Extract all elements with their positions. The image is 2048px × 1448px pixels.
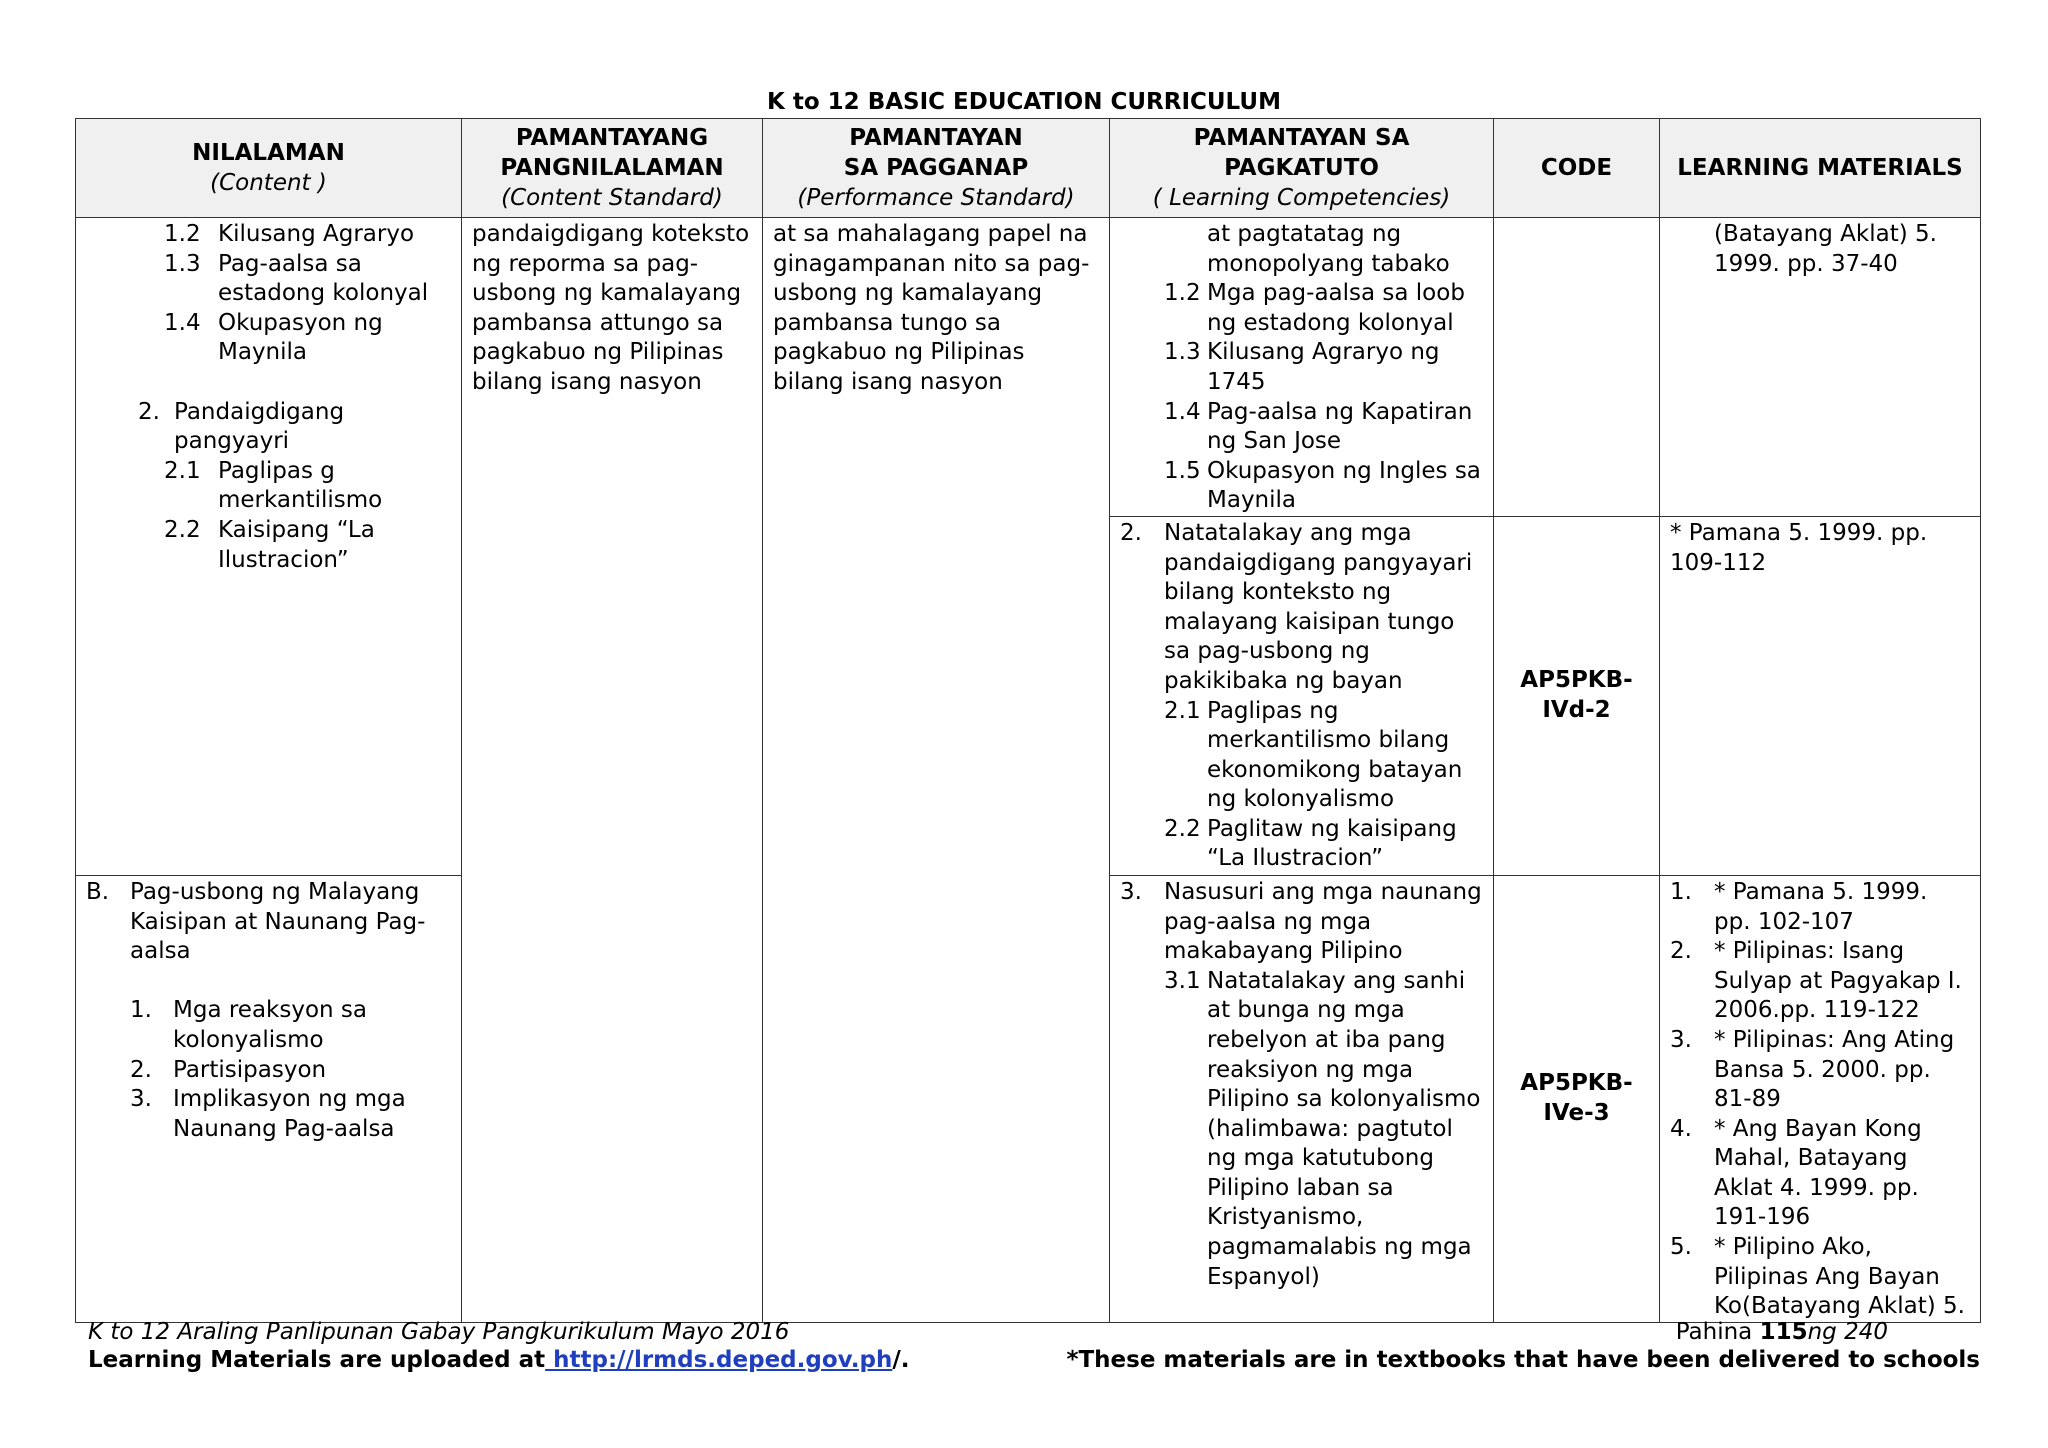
- table-row: [76, 218, 1981, 517]
- competency-cell-3: [1110, 875, 1494, 1322]
- lrmds-link[interactable]: http://lrmds.deped.gov.ph: [545, 1347, 893, 1373]
- list-item: 3.1 Natatalakay ang sanhi at bunga ng mga rebelyon at iba pang reaksiyon ng mga Pilipino sa kolonyalismo (halimbawa: pagtutol ng mga katutubong Pilipino laban sa Kristyanismo, pagmamalabis ng mga Espanyol): [1164, 967, 1481, 1290]
- code-cell-empty: [1494, 218, 1660, 517]
- content-standard-cell: pandaigdigang koteksto ng reporma sa pag-usbong ng kamalayang pambansa attungo sa pagkabuo ng Pilipinas bilang isang nasyon: [462, 218, 763, 1323]
- list-item: 4. * Ang Bayan Kong Mahal, Batayang Aklat 4. 1999. pp. 191-196: [1670, 1115, 1922, 1231]
- header-content-standard: PAMANTAYANG PANGNILALAMAN (Content Standard): [462, 119, 763, 218]
- list-item: 3. * Pilipinas: Ang Ating Bansa 5. 2000. pp. 81-89: [1670, 1026, 1955, 1113]
- list-item: 1. * Pamana 5. 1999. pp. 102-107: [1670, 878, 1928, 935]
- list-item: 1.2 Mga pag-aalsa sa loob ng estadong kolonyal: [1164, 280, 1465, 336]
- list-item: 2.1 Paglipas g merkantilismo: [164, 457, 383, 514]
- list-item: 1.2 Kilusang Agraryo: [164, 221, 415, 247]
- header-row: [76, 119, 1981, 218]
- list-item: B. Pag-usbong ng Malayang Kaisipan at Naunang Pag-aalsa: [86, 878, 426, 965]
- document-title: K to 12 BASIC EDUCATION CURRICULUM: [767, 89, 1281, 115]
- competency-cell-2: [1110, 516, 1494, 875]
- content-cell-a: [76, 218, 462, 876]
- footer-note: *These materials are in textbooks that have been delivered to schools: [1066, 1347, 1980, 1373]
- materials-cell-2: * Pamana 5. 1999. pp. 109-112: [1660, 516, 1981, 875]
- header-performance-standard: PAMANTAYAN SA PAGGANAP (Performance Standard): [763, 119, 1110, 218]
- header-content: NILALAMAN (Content ): [76, 119, 462, 218]
- header-code: CODE: [1494, 119, 1660, 218]
- list-item: 1.3 Pag-aalsa sa estadong kolonyal: [164, 250, 429, 307]
- list-item: 3. Nasusuri ang mga naunang pag-aalsa ng mga makabayang Pilipino: [1120, 878, 1482, 965]
- competency-cell-1: at pagtatatag ng monopolyang tabako 1.2 Mga pag-aalsa sa loob ng estadong kolonyal 1.3 Kilusang Agraryo ng 1745 1.4 Pag-aalsa ng Kapatiran ng San Jose 1.5 Okupasyon ng Ingles sa Maynila: [1110, 218, 1494, 517]
- code-cell-1: AP5PKB- IVd-2: [1494, 516, 1660, 875]
- list-item: 2. Pandaigdigang pangyayri: [138, 398, 345, 455]
- list-item: 1. Mga reaksyon sa kolonyalismo: [130, 997, 367, 1053]
- list-item: 1.4 Okupasyon ng Maynila: [164, 309, 383, 366]
- list-item: 2.1 Paglipas ng merkantilismo bilang ekonomikong batayan ng kolonyalismo: [1164, 697, 1463, 813]
- list-item: 1.5 Okupasyon ng Ingles sa Maynila: [1164, 457, 1481, 514]
- footer-right: [1066, 1318, 1980, 1374]
- list-item: 2. * Pilipinas: Isang Sulyap at Pagyakap I. 2006.pp. 119-122: [1670, 938, 1962, 1024]
- content-cell-b: [76, 875, 462, 1322]
- list-item: 2.2 Kaisipang “La Ilustracion”: [164, 516, 375, 573]
- performance-standard-cell: at sa mahalagang papel na ginagampanan nito sa pag-usbong ng kamalayang pambansa tungo sa pagkabuo ng Pilipinas bilang isang nasyon: [763, 218, 1110, 1323]
- materials-cell-3: [1660, 875, 1981, 1322]
- list-item: 3. Implikasyon ng mga Naunang Pag-aalsa: [130, 1086, 406, 1142]
- list-item: 5. * Pilipino Ako, Pilipinas Ang Bayan Ko(Batayang Aklat) 5.: [1670, 1234, 1965, 1320]
- header-learning-materials: LEARNING MATERIALS: [1660, 119, 1981, 218]
- footer-guide-title: K to 12 Araling Panlipunan Gabay Pangkurikulum Mayo 2016: [88, 1319, 790, 1345]
- materials-cell-1: (Batayang Aklat) 5. 1999. pp. 37-40: [1660, 218, 1981, 517]
- footer-uploaded-text: Learning Materials are uploaded at: [88, 1347, 546, 1373]
- list-item: 1.4 Pag-aalsa ng Kapatiran ng San Jose: [1164, 398, 1473, 455]
- curriculum-table: [75, 118, 1981, 1323]
- footer-left: K to 12 Araling Panlipunan Gabay Pangkurikulum Mayo 2016 Learning Materials are uploaded at http://lrmds.deped.gov.ph/.: [88, 1319, 910, 1373]
- list-item: 2. Natatalakay ang mga pandaigdigang pangyayari bilang konteksto ng malayang kaisipan tungo sa pag-usbong ng pakikibaka ng bayan: [1120, 519, 1473, 694]
- code-cell-2: AP5PKB- IVe-3: [1494, 875, 1660, 1322]
- page-number: Pahina 115ng 240: [1675, 1319, 1888, 1345]
- header-learning-competencies: PAMANTAYAN SA PAGKATUTO ( Learning Competencies): [1110, 119, 1494, 218]
- list-item: 2.2 Paglitaw ng kaisipang “La Ilustracion”: [1164, 815, 1457, 872]
- list-item: 1.3 Kilusang Agraryo ng 1745: [1164, 339, 1440, 395]
- list-item: 2. Partisipasyon: [130, 1056, 327, 1083]
